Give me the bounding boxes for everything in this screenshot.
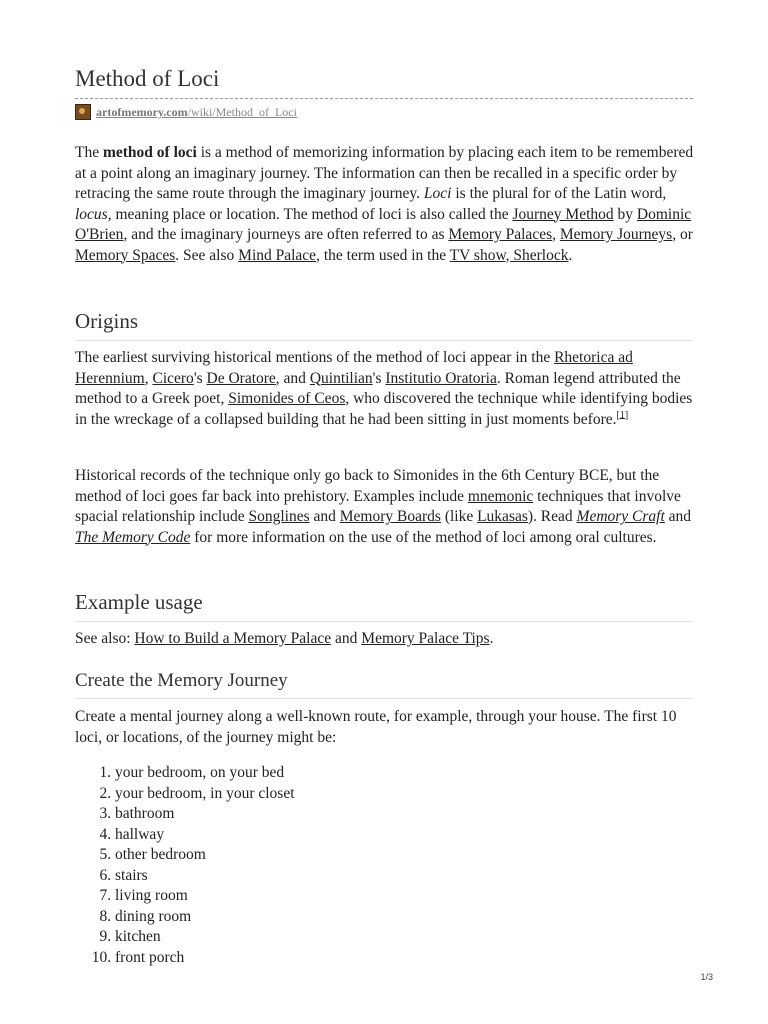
page-title: Method of Loci <box>75 66 220 91</box>
link-cicero[interactable]: Cicero <box>152 369 194 387</box>
link-institutio[interactable]: Institutio Oratoria <box>385 369 497 387</box>
page-number: 1/3 <box>700 972 713 982</box>
site-favicon-icon <box>75 104 91 120</box>
link-songlines[interactable]: Songlines <box>248 508 310 525</box>
source-link[interactable]: artofmemory.com/wiki/Method_of_Loci <box>96 104 297 119</box>
link-simonides[interactable]: Simonides of Ceos <box>228 390 346 407</box>
heading-create-journey: Create the Memory Journey <box>75 670 288 691</box>
link-lukasas[interactable]: Lukasas <box>477 508 528 525</box>
intro-paragraph: The method of loci is a method of memorizing information by placing each item to be remembered at a point along an imaginary journey. The information can then be recalled in a specific order by retracing the same route through the imaginary journey. Loci is the plural for of the Latin word, locus, meaning place or location. The method of loci is also called the Journey Method by Dominic O'Brien, and the imaginary journeys are often referred to as Memory Palaces, Memory Journeys, or Memory Spaces. See also Mind Palace, the term used in the TV show, Sherlock. <box>75 144 694 264</box>
list-item: 4. hallway <box>115 825 735 846</box>
loci-list <box>75 763 735 968</box>
link-memory-palaces[interactable]: Memory Palaces <box>448 226 553 243</box>
list-item: 10. front porch <box>115 948 735 969</box>
source-line <box>75 104 297 120</box>
see-also-line: See also: How to Build a Memory Palace and Memory Palace Tips. <box>75 630 494 647</box>
list-item: 2. your bedroom, in your closet <box>115 784 735 805</box>
link-memory-spaces[interactable]: Memory Spaces <box>75 246 176 264</box>
link-mnemonic[interactable]: mnemonic <box>467 487 534 505</box>
link-mind-palace[interactable]: Mind Palace <box>238 246 317 264</box>
title-divider <box>75 98 693 99</box>
divider-example <box>75 621 693 622</box>
origins-paragraph-1: The earliest surviving historical mentions of the method of loci appear in the Rhetorica ad Herennium, Cicero's De Oratore, and Quintilian's Institutio Oratoria. Roman legend attributed the method to a Greek poet, Simonides of Ceos, who discovered the technique while identifying bodies in the wreckage of a collapsed building that he had been sitting in just moments before.[1] <box>75 349 693 428</box>
origins-paragraph-2: Historical records of the technique only go back to Simonides in the 6th Century BCE, but the method of loci goes far back into prehistory. Examples include mnemonic techniques that involve spacial relationship include Songlines and Memory Boards (like Lukasas). Read Memory Craft and The Memory Code for more information on the use of the method of loci among oral cultures. <box>75 467 692 546</box>
divider-origins <box>75 340 693 341</box>
link-rhetorica[interactable]: Rhetorica ad Herennium <box>75 349 633 387</box>
link-de-oratore[interactable]: De Oratore <box>206 369 276 387</box>
list-item: 6. stairs <box>115 866 735 887</box>
divider-journey <box>75 698 693 699</box>
journey-paragraph: Create a mental journey along a well-known route, for example, through your house. The first 10 loci, or locations, of the journey might be: <box>75 708 677 746</box>
link-sherlock[interactable]: TV show, Sherlock <box>449 246 569 264</box>
heading-example-usage: Example usage <box>75 590 203 614</box>
list-item: 9. kitchen <box>115 927 735 948</box>
list-item: 3. bathroom <box>115 804 735 825</box>
list-item: 7. living room <box>115 886 735 907</box>
link-memory-palace-tips[interactable]: Memory Palace Tips <box>361 630 490 647</box>
link-memory-craft[interactable]: Memory Craft <box>576 508 665 525</box>
link-quintilian[interactable]: Quintilian <box>309 369 373 387</box>
link-journey-method[interactable]: Journey Method <box>512 205 614 223</box>
link-memory-code[interactable]: The Memory Code <box>75 528 191 546</box>
link-memory-boards[interactable]: Memory Boards <box>339 508 441 525</box>
heading-origins: Origins <box>75 309 138 333</box>
list-item: 8. dining room <box>115 907 735 928</box>
link-memory-journeys[interactable]: Memory Journeys <box>559 226 673 243</box>
link-dominic-obrien[interactable]: Dominic O'Brien <box>75 205 692 243</box>
list-item: 5. other bedroom <box>115 845 735 866</box>
list-item: 1. your bedroom, on your bed <box>115 763 735 784</box>
footnote-ref-1[interactable]: [1] <box>616 409 629 421</box>
link-build-memory-palace[interactable]: How to Build a Memory Palace <box>134 630 332 647</box>
